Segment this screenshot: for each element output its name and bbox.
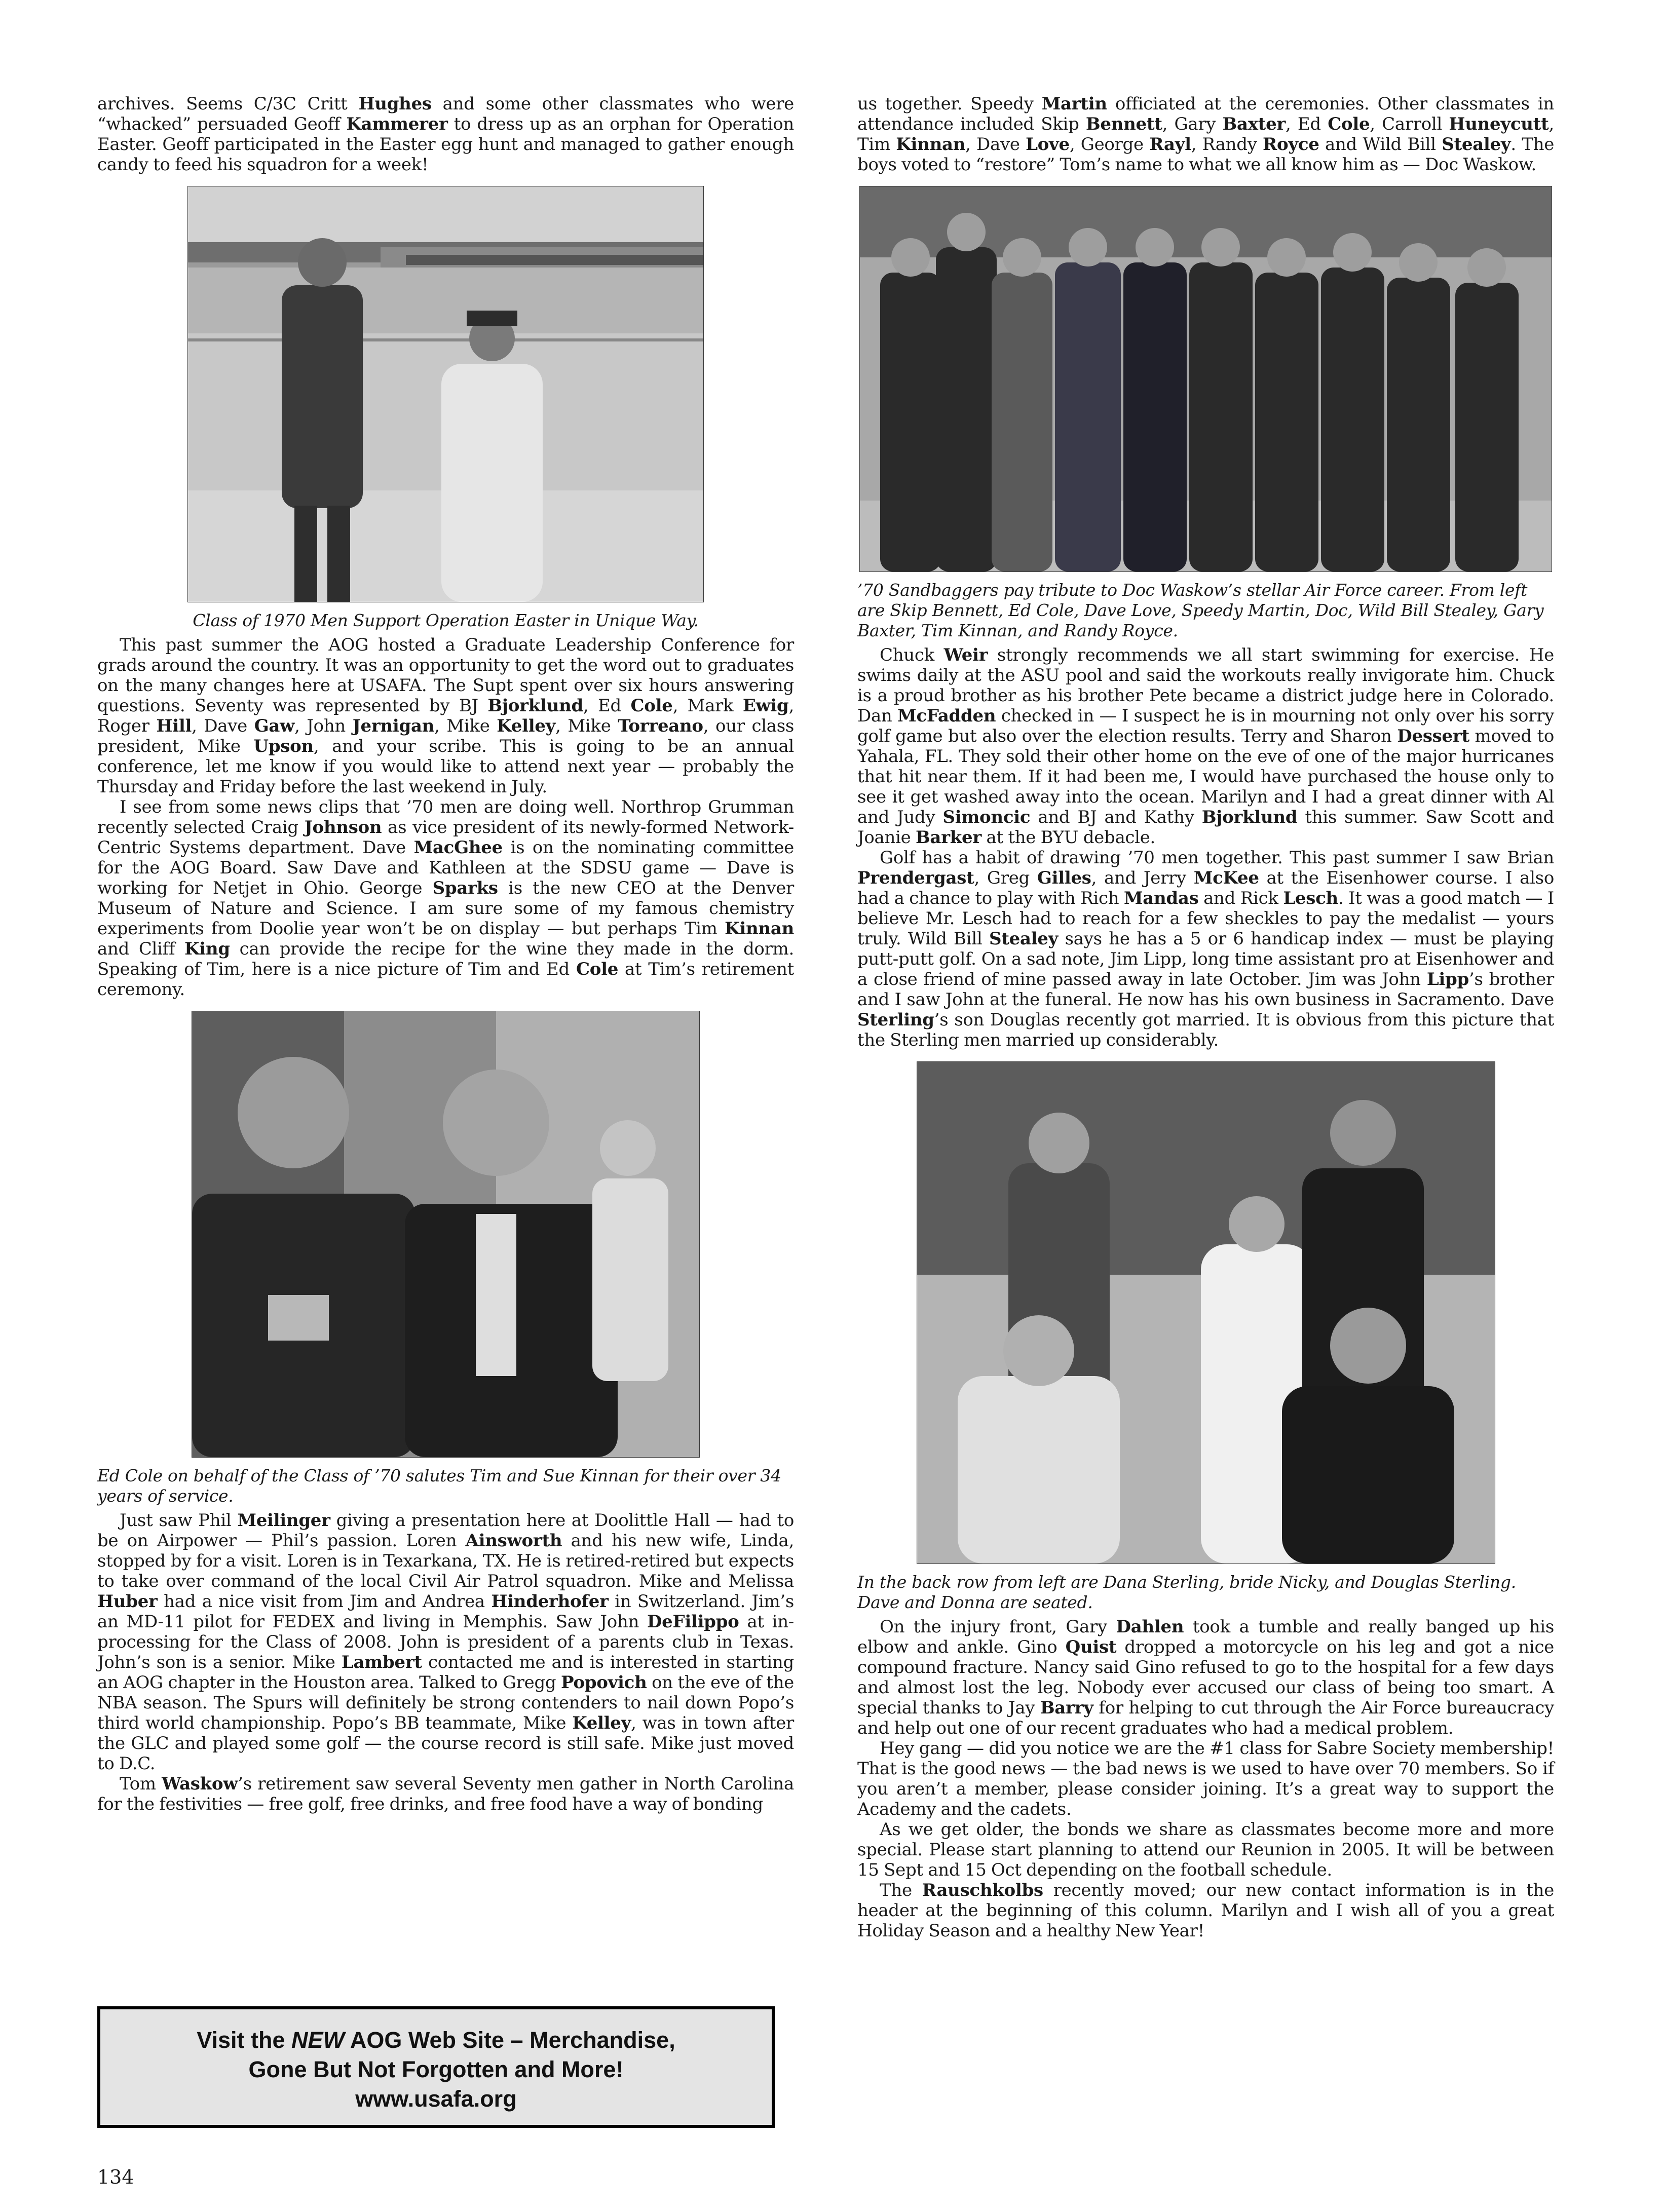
classmate-surname: Hughes — [358, 94, 432, 114]
ad-line-1: Visit the NEW AOG Web Site – Merchandise, — [197, 2027, 675, 2053]
classmate-surname: Rauschkolbs — [922, 1880, 1043, 1900]
classmate-surname: Lesch — [1283, 888, 1338, 908]
aog-website-ad — [97, 2006, 775, 2128]
paragraph: Golf has a habit of drawing ’70 men together. This past summer I saw Brian Prendergast, Greg Gilles, and Jerry McKee at the Eisenhower course. I also had a chance to play with Rich Mandas and Rick Lesch. It was a good match — I believe Mr. Lesch had to reach for a few sheckles to pay the medalist — yours truly. Wild Bill Stealey says he has a 5 or 6 handicap index — must be playing putt-putt golf. On a sad note, Jim Lipp, long time assistant pro at Eisenhower and a close friend of mine passed away in late October. Jim was John Lipp’s brother and I saw John at the funeral. He now has his own business in Sacramento. Dave Sterling’s son Douglas recently got married. It is obvious from this picture that the Sterling men married up considerably. — [857, 848, 1555, 1050]
paragraph: us together. Speedy Martin officiated at the ceremonies. Other classmates in attendance included Skip Bennett, Gary Baxter, Ed Cole, Carroll Huneycutt, Tim Kinnan, Dave Love, George Rayl, Randy Royce and Wild Bill Stealey. The boys voted to “restore” Tom’s name to what we all know him as — Doc Waskow. — [857, 94, 1555, 175]
paragraph: On the injury front, Gary Dahlen took a tumble and really banged up his elbow and ankle. Gino Quist dropped a motorcycle on his leg and got a nice compound fracture. Nancy said Gino refused to go to the hospital for a few days and almost lost the leg. Nobody ever accused our class of being too smart. A special thanks to Jay Barry for helping to cut through the Air Force bureaucracy and help out one of our recent graduates who had a medical problem. — [857, 1617, 1555, 1738]
classmate-surname: Huber — [97, 1591, 158, 1612]
right-column — [857, 94, 1554, 1941]
classmate-surname: Dessert — [1397, 726, 1469, 746]
classmate-surname: Sterling — [857, 1010, 934, 1030]
classmate-surname: Torreano — [618, 716, 703, 736]
ad-new-emphasis: NEW — [291, 2027, 345, 2053]
classmate-surname: Rayl — [1149, 134, 1191, 155]
classmate-surname: Kammerer — [346, 114, 448, 134]
classmate-surname: DeFilippo — [647, 1612, 739, 1632]
paragraph: I see from some news clips that ’70 men are doing well. Northrop Grumman recently selected Craig Johnson as vice president of its newly-formed Network-Centric Systems department. Dave MacGhee is on the nominating committee for the AOG Board. Saw Dave and Kathleen at the SDSU game — Dave is working for Netjet in Ohio. George Sparks is the new CEO at the Denver Museum of Nature and Science. I am sure some of my famous chemistry experiments from Doolie year won’t be on display — but perhaps Tim Kinnan and Cliff King can provide the recipe for the wine they made in the dorm. Speaking of Tim, here is a nice picture of Tim and Ed Cole at Tim’s retirement ceremony. — [97, 797, 795, 1000]
paragraph: This past summer the AOG hosted a Graduate Leadership Conference for grads around the country. It was an opportunity to get the word out to graduates on the many changes here at USAFA. The Supt spent over six hours answering questions. Seventy was represented by BJ Bjorklund, Ed Cole, Mark Ewig, Roger Hill, Dave Gaw, John Jernigan, Mike Kelley, Mike Torreano, our class president, Mike Upson, and your scribe. This is going to be an annual conference, let me know if you would like to attend next year — probably the Thursday and Friday before the last weekend in July. — [97, 635, 795, 797]
classmate-surname: Ainsworth — [465, 1531, 562, 1551]
classmate-surname: Cole — [630, 696, 673, 716]
classmate-surname: Kinnan — [896, 134, 966, 155]
classmate-surname: MacGhee — [413, 837, 503, 858]
photo-caption: In the back row from left are Dana Sterling, bride Nicky, and Douglas Sterling. Dave and Donna are seated. — [857, 1572, 1516, 1612]
classmate-surname: Bjorklund — [487, 696, 583, 716]
classmate-surname: Stealey — [989, 929, 1059, 949]
classmate-surname: Huneycutt — [1449, 114, 1549, 134]
classmate-surname: Bjorklund — [1201, 807, 1298, 827]
classmate-surname: Sparks — [432, 878, 498, 898]
classmate-surname: Kinnan — [725, 919, 794, 939]
classmate-surname: Love — [1026, 134, 1070, 155]
photo-sandbaggers-group — [859, 186, 1552, 572]
paragraph: As we get older, the bonds we share as classmates become more and more special. Please start planning to attend our Reunion in 2005. It will be between 15 Sept and 15 Oct depending on the football schedule. — [857, 1819, 1554, 1880]
classmate-surname: Martin — [1041, 94, 1107, 114]
classmate-surname: Barry — [1040, 1698, 1093, 1718]
photo-caption: Ed Cole on behalf of the Class of ’70 salutes Tim and Sue Kinnan for their over 34 years of service. — [97, 1466, 781, 1506]
classmate-surname: Quist — [1065, 1637, 1117, 1657]
classmate-surname: Lipp — [1426, 969, 1469, 989]
photo-caption: Class of 1970 Men Support Operation Easter in Unique Way. — [193, 611, 699, 630]
classmate-surname: Waskow — [162, 1774, 238, 1794]
classmate-surname: Baxter — [1222, 114, 1286, 134]
photo-kinnan-retirement — [192, 1011, 700, 1458]
paragraph: Hey gang — did you notice we are the #1 class for Sabre Society membership! That is the good news — the bad news is we used to have over 70 members. So if you aren’t a member, please consider joining. It’s a great way to support the Academy and the cadets. — [857, 1738, 1554, 1819]
classmate-surname: McKee — [1193, 868, 1259, 888]
classmate-surname: Weir — [943, 645, 988, 665]
ad-website-link[interactable]: www.usafa.org — [355, 2086, 517, 2112]
paragraph: Tom Waskow’s retirement saw several Seventy men gather in North Carolina for the festivities — free golf, free drinks, and free food have a way of bonding — [97, 1774, 794, 1814]
classmate-surname: Johnson — [304, 817, 382, 837]
paragraph: The Rauschkolbs recently moved; our new contact information is in the header at the beginning of this column. Marilyn and I wish all of you a great Holiday Season and a healthy New Year! — [857, 1880, 1554, 1941]
classmate-surname: Jernigan — [352, 716, 435, 736]
classmate-surname: Prendergast — [857, 868, 974, 888]
classmate-surname: Hill — [156, 716, 192, 736]
classmate-surname: Cole — [576, 959, 619, 979]
classmate-surname: Popovich — [561, 1672, 647, 1693]
classmate-surname: King — [184, 939, 230, 959]
paragraph: archives. Seems C/3C Critt Hughes and some other classmates who were “whacked” persuaded Geoff Kammerer to dress up as an orphan for Operation Easter. Geoff participated in the Easter egg hunt and managed to gather enough candy to feed his squadron for a week! — [97, 94, 795, 175]
classmate-surname: Kelley — [497, 716, 556, 736]
classmate-surname: Cole — [1328, 114, 1370, 134]
classmate-surname: Dahlen — [1116, 1617, 1184, 1637]
classmate-surname: Stealey — [1442, 134, 1511, 155]
paragraph: Chuck Weir strongly recommends we all start swimming for exercise. He swims daily at the ASU pool and said the workouts really invigorate him. Chuck is a proud brother as his brother Pete became a district judge here in Colorado. Dan McFadden checked in — I suspect he is in mourning not only over his sorry golf game but also over the election results. Terry and Sharon Dessert moved to Yahala, FL. They sold their other home on the eve of one of the major hurricanes that hit near them. If it had been me, I would have purchased the house only to see it get washed away into the ocean. Marilyn and I had a great dinner with Al and Judy Simoncic and BJ and Kathy Bjorklund this summer. Saw Scott and Joanie Barker at the BYU debacle. — [857, 645, 1555, 848]
paragraph: Just saw Phil Meilinger giving a presentation here at Doolittle Hall — had to be on Airpower — Phil’s passion. Loren Ainsworth and his new wife, Linda, stopped by for a visit. Loren is in Texarkana, TX. He is retired-retired but expects to take over command of the local Civil Air Patrol squadron. Mike and Melissa Huber had a nice visit from Jim and Andrea Hinderhofer in Switzerland. Jim’s an MD-11 pilot for FEDEX and living in Memphis. Saw John DeFilippo at in-processing for the Class of 2008. John is president of a parents club in Texas. John’s son is a senior. Mike Lambert contacted me and is interested in starting an AOG chapter in the Houston area. Talked to Gregg Popovich on the eve of the NBA season. The Spurs will definitely be strong contenders to nail down Popo’s third world championship. Popo’s BB teammate, Mike Kelley, was in town after the GLC and played some golf — the course record is still safe. Mike just moved to D.C. — [97, 1510, 794, 1774]
photo-sterling-wedding — [917, 1061, 1495, 1564]
classmate-surname: Mandas — [1123, 888, 1199, 908]
classmate-surname: Kelley — [572, 1713, 631, 1733]
ad-line-2: Gone But Not Forgotten and More! — [248, 2056, 624, 2082]
classmate-surname: Ewig — [742, 696, 789, 716]
classmate-surname: McFadden — [897, 706, 996, 726]
classmate-surname: Gilles — [1037, 868, 1091, 888]
photo-caption: ’70 Sandbaggers pay tribute to Doc Waskow’s stellar Air Force career. From left are Skip Bennett, Ed Cole, Dave Love, Speedy Martin, Doc, Wild Bill Stealey, Gary Baxter, Tim Kinnan, and Randy Royce. — [857, 580, 1544, 640]
classmate-surname: Barker — [915, 827, 981, 848]
classmate-surname: Gaw — [254, 716, 295, 736]
left-column — [97, 94, 794, 1814]
classmate-surname: Bennett — [1085, 114, 1162, 134]
classmate-surname: Upson — [253, 736, 314, 756]
page-number: 134 — [97, 2166, 134, 2188]
classmate-surname: Lambert — [341, 1652, 422, 1672]
photo-operation-easter — [187, 186, 704, 602]
classmate-surname: Simoncic — [942, 807, 1031, 827]
classmate-surname: Hinderhofer — [491, 1591, 609, 1612]
classmate-surname: Royce — [1263, 134, 1319, 155]
classmate-surname: Meilinger — [237, 1510, 330, 1531]
